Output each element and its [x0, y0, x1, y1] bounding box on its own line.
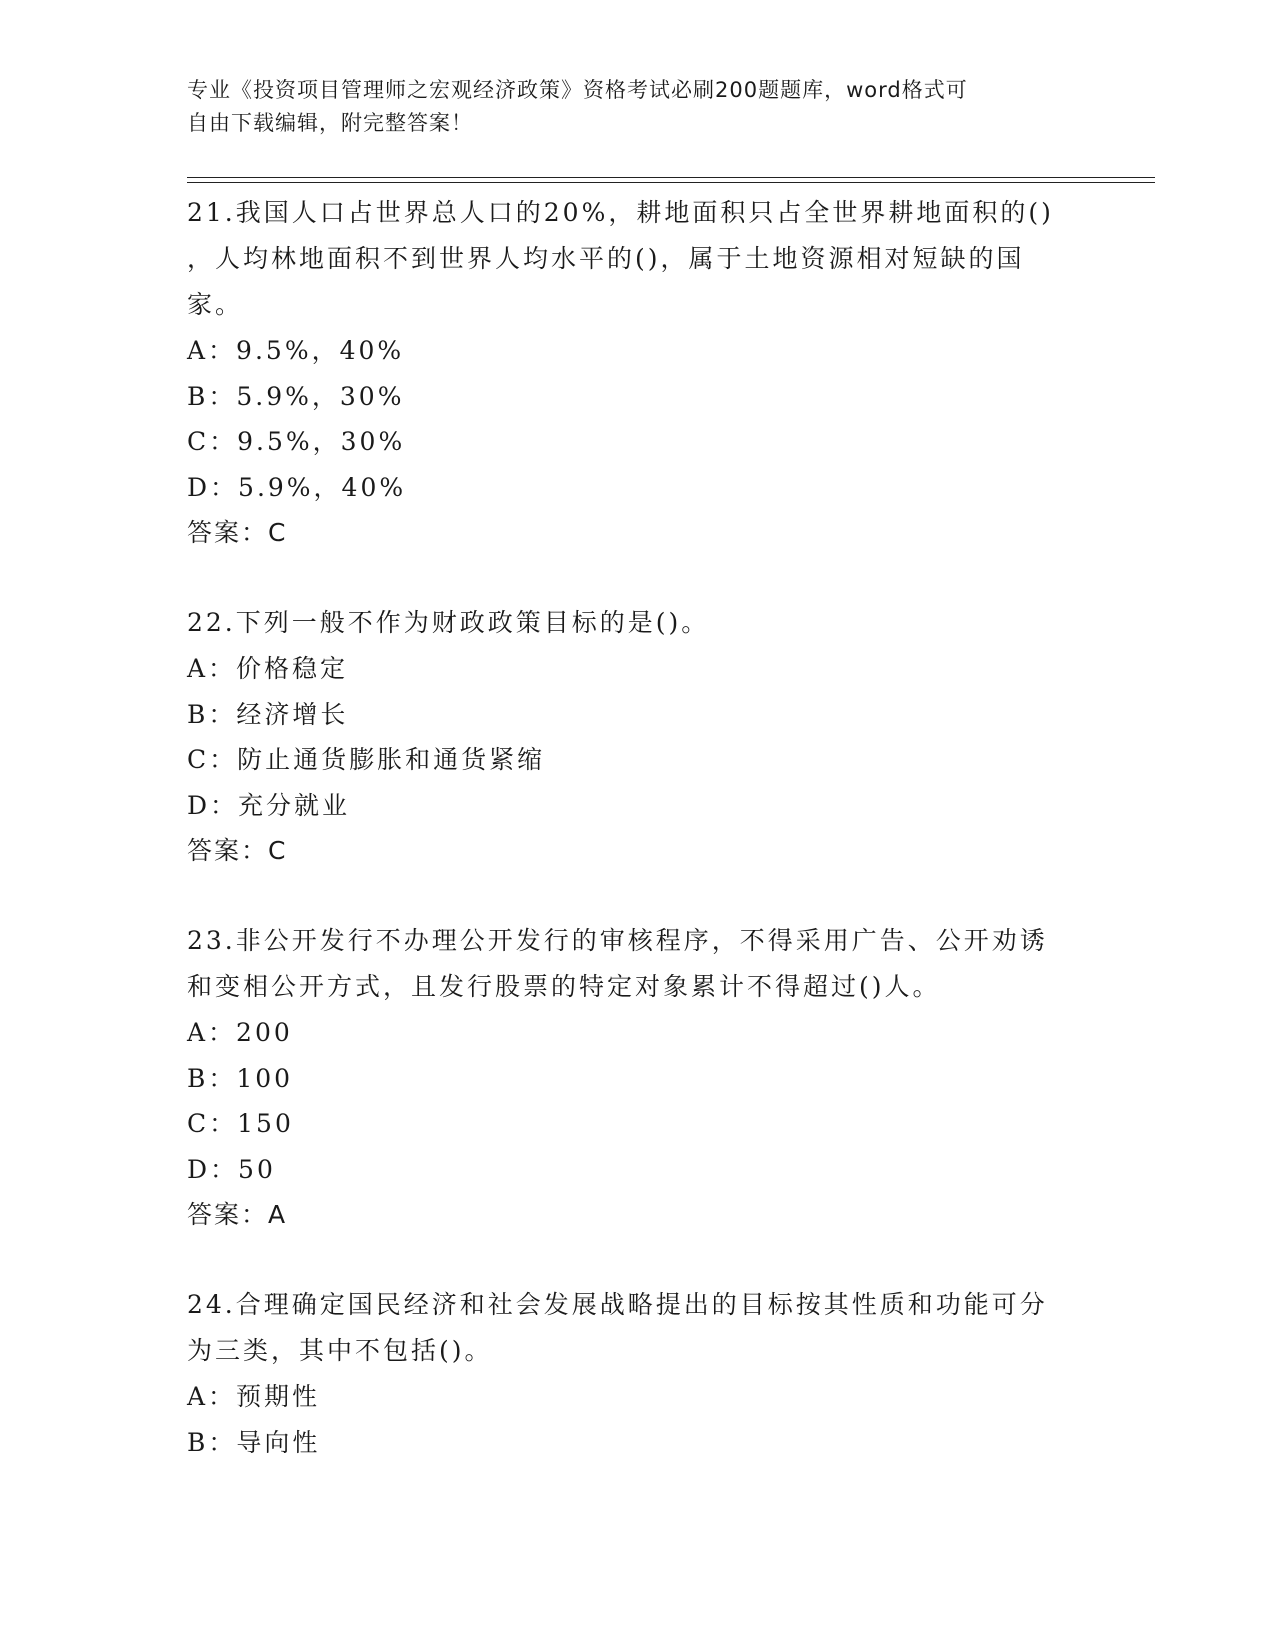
question-22	[187, 600, 1087, 874]
answer: 答案：C	[187, 518, 288, 547]
option-d: D：5.9%，40%	[187, 472, 407, 502]
option-b: B：5.9%，30%	[187, 381, 405, 411]
option-a: A：预期性	[187, 1382, 321, 1411]
question-stem-line: 22.下列一般不作为财政政策目标的是()。	[187, 608, 710, 637]
question-24	[187, 1282, 1087, 1465]
document-header	[187, 74, 1067, 140]
option-b: B：导向性	[187, 1427, 321, 1457]
answer: 答案：A	[187, 1200, 288, 1229]
question-stem-line: 23.非公开发行不办理公开发行的审核程序，不得采用广告、公开劝诱	[187, 926, 1048, 955]
question-stem-line: 和变相公开方式，且发行股票的特定对象累计不得超过()人。	[187, 972, 941, 1001]
option-d: D：充分就业	[187, 790, 351, 820]
header-divider-bottom	[187, 182, 1155, 183]
question-23	[187, 918, 1087, 1238]
option-c: C：150	[187, 1109, 294, 1138]
option-a: A：价格稳定	[187, 654, 349, 683]
question-stem-line: 为三类，其中不包括()。	[187, 1336, 493, 1365]
option-a: A：200	[187, 1018, 293, 1047]
option-c: C：防止通货膨胀和通货紧缩	[187, 745, 546, 774]
option-a: A：9.5%，40%	[187, 336, 405, 365]
header-divider-top	[187, 177, 1155, 178]
option-d: D：50	[187, 1154, 276, 1184]
question-list	[187, 190, 1087, 1465]
question-stem-line: 21.我国人口占世界总人口的20%，耕地面积只占全世界耕地面积的()	[187, 198, 1054, 227]
question-stem-line: ，人均林地面积不到世界人均水平的()，属于土地资源相对短缺的国	[187, 244, 1025, 273]
question-stem-line: 家。	[187, 290, 244, 319]
option-c: C：9.5%，30%	[187, 427, 406, 456]
answer: 答案：C	[187, 836, 288, 865]
question-stem-line: 24.合理确定国民经济和社会发展战略提出的目标按其性质和功能可分	[187, 1290, 1048, 1319]
option-b: B：经济增长	[187, 699, 349, 729]
question-21	[187, 190, 1087, 556]
header-line-1: 专业《投资项目管理师之宏观经济政策》资格考试必刷200题题库，word格式可	[187, 78, 968, 102]
option-b: B：100	[187, 1063, 294, 1093]
header-line-2: 自由下载编辑，附完整答案！	[187, 111, 473, 135]
